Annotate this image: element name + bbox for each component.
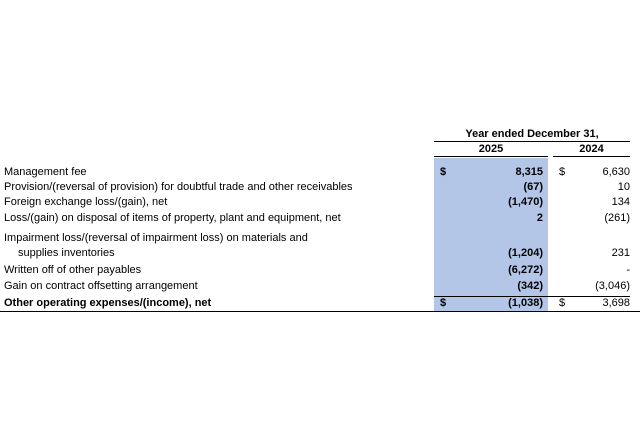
year-header-prior: 2024 (553, 143, 630, 157)
total-row (0, 296, 640, 311)
row-label: Loss/(gain) on disposal of items of property, plant and equipment, net (4, 212, 341, 224)
value-current: (342) (517, 280, 543, 292)
year-header-current: 2025 (434, 143, 548, 157)
table-row (0, 263, 640, 278)
value-prior: 10 (617, 181, 630, 193)
table-row (0, 165, 640, 180)
value-prior: 6,630 (602, 166, 630, 178)
value-current: 8,315 (515, 166, 543, 178)
period-header: Year ended December 31, (434, 127, 630, 142)
total-current: (1,038) (508, 297, 543, 309)
table-row (0, 195, 640, 210)
currency-symbol: $ (440, 297, 447, 309)
table-row (0, 211, 640, 226)
value-current: (67) (523, 181, 543, 193)
total-prior: 3,698 (602, 297, 630, 309)
value-current: (1,470) (508, 196, 543, 208)
value-prior: (3,046) (595, 280, 630, 292)
total-label: Other operating expenses/(income), net (4, 297, 212, 309)
total-rule (0, 311, 640, 312)
table-row (0, 246, 640, 261)
value-prior: - (626, 264, 630, 276)
row-label: Written off of other payables (4, 264, 142, 276)
value-prior: 134 (611, 196, 630, 208)
row-label: Impairment loss/(reversal of impairment loss) on materials and (4, 232, 308, 244)
row-label: Gain on contract offsetting arrangement (4, 280, 198, 292)
row-label: Management fee (4, 166, 87, 178)
currency-symbol: $ (440, 166, 447, 178)
value-prior: 231 (611, 247, 630, 259)
value-current: (6,272) (508, 264, 543, 276)
row-label: Foreign exchange loss/(gain), net (4, 196, 168, 208)
value-current: 2 (536, 212, 543, 224)
currency-symbol: $ (559, 297, 566, 309)
table-row (0, 279, 640, 294)
table-row (0, 180, 640, 195)
row-label: supplies inventories (18, 247, 115, 259)
value-current: (1,204) (508, 247, 543, 259)
value-prior: (261) (604, 212, 630, 224)
table-row (0, 231, 640, 246)
row-label: Provision/(reversal of provision) for doubtful trade and other receivables (4, 181, 353, 193)
currency-symbol: $ (559, 166, 566, 178)
